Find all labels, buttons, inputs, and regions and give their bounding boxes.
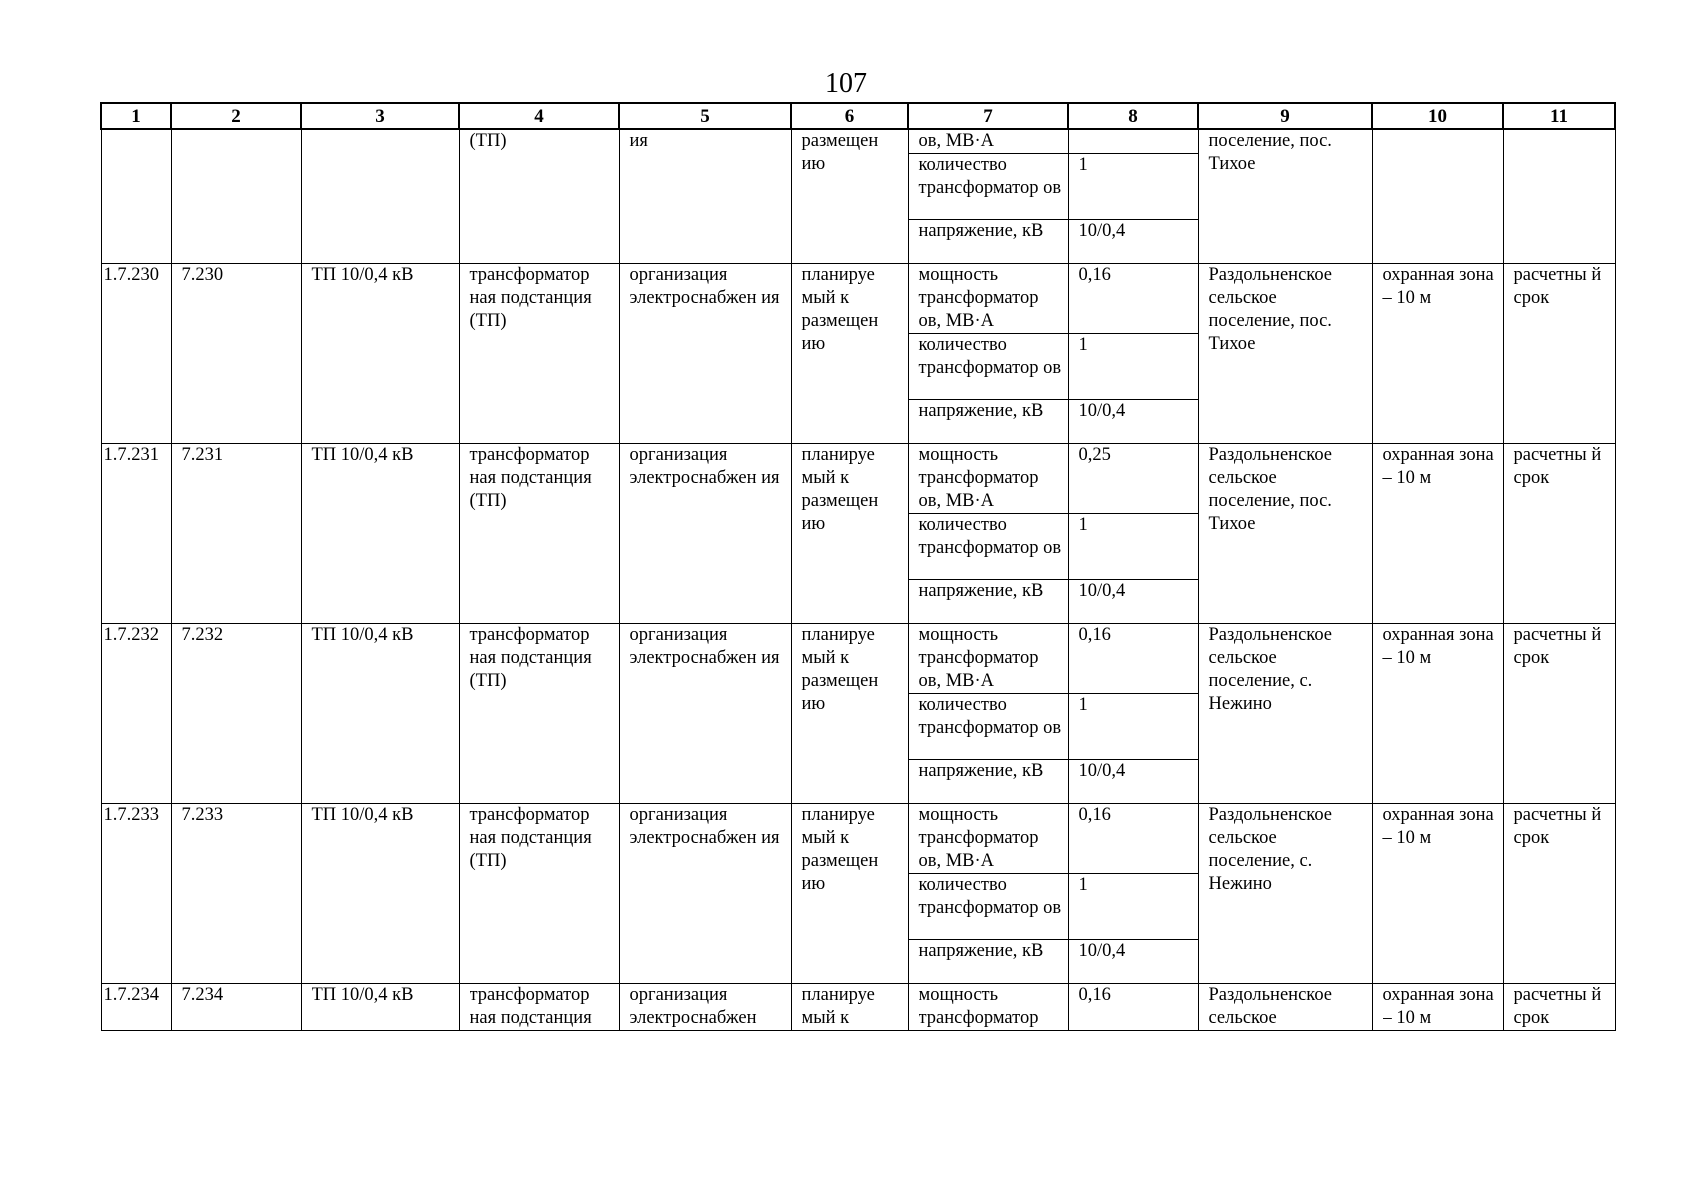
registry-table [100,102,1616,1031]
object-code: 7.232 [171,624,301,804]
column-number-row [101,103,1615,129]
column-number-2: 2 [171,103,301,129]
object-number [101,129,171,264]
object-deadline: расчетны й срок [1503,624,1615,804]
parameter-value [1068,984,1198,1031]
object-zone: охранная зона – 10 м [1372,624,1503,804]
column-number-7: 7 [908,103,1068,129]
object-deadline: расчетны й срок [1503,264,1615,444]
object-number [101,984,171,1031]
object-zone: охранная зона – 10 м [1372,804,1503,984]
object-location: Раздольненское сельское поселение, пос. Тихое [1198,444,1372,624]
object-code-text: 7.234 [181,985,224,1005]
object-deadline [1503,129,1615,264]
parameter-name: напряжение, кВ [908,220,1068,264]
object-type-text: трансформатор ная подстанция [469,985,592,1028]
object-type: трансформатор ная подстанция (ТП) [459,264,619,444]
object-status [791,984,908,1031]
object-number-text: 1.7.234 [103,985,159,1005]
column-number-3: 3 [301,103,459,129]
object-type: трансформатор ная подстанция (ТП) [459,444,619,624]
object-status: планируе мый к размещен ию [791,624,908,804]
object-name: ТП 10/0,4 кВ [301,804,459,984]
object-zone: охранная зона – 10 м [1372,264,1503,444]
object-zone [1372,129,1503,264]
object-name [301,129,459,264]
column-number-4: 4 [459,103,619,129]
object-purpose: организация электроснабжен ия [619,624,791,804]
object-number: 1.7.232 [101,624,171,804]
parameter-value: 10/0,4 [1068,400,1198,444]
object-status: планируе мый к размещен ию [791,444,908,624]
object-code: 7.233 [171,804,301,984]
table-row [101,984,1615,1031]
column-number-1: 1 [101,103,171,129]
parameter-name: количество трансформатор ов [908,874,1068,940]
object-type: трансформатор ная подстанция (ТП) [459,624,619,804]
parameter-value: 0,16 [1068,264,1198,334]
object-location: Раздольненское сельское поселение, с. Нежино [1198,624,1372,804]
object-name [301,984,459,1031]
parameter-name: напряжение, кВ [908,940,1068,984]
object-status-text: планируе мый к [801,985,875,1028]
parameter-name: мощность трансформатор ов, МВ·А [908,444,1068,514]
object-zone: охранная зона – 10 м [1372,444,1503,624]
object-deadline [1503,984,1615,1031]
parameter-value: 10/0,4 [1068,220,1198,264]
object-deadline: расчетны й срок [1503,804,1615,984]
object-code: 7.230 [171,264,301,444]
object-purpose: организация электроснабжен ия [619,444,791,624]
object-purpose: ия [619,129,791,264]
parameter-name: мощность трансформатор ов, МВ·А [908,804,1068,874]
parameter-name: количество трансформатор ов [908,334,1068,400]
parameter-name: мощность трансформатор ов, МВ·А [908,624,1068,694]
object-name: ТП 10/0,4 кВ [301,264,459,444]
page-number: 107 [825,68,867,99]
object-code: 7.231 [171,444,301,624]
parameter-name-text: мощность трансформатор [918,985,1039,1028]
table-row [101,264,1615,334]
parameter-value-text: 0,16 [1078,985,1111,1005]
column-number-8: 8 [1068,103,1198,129]
object-zone-text: охранная зона – 10 м [1382,985,1494,1028]
table-row [101,624,1615,694]
object-location-text: Раздольненское сельское [1208,985,1333,1028]
object-code [171,984,301,1031]
object-deadline: расчетны й срок [1503,444,1615,624]
object-name-text: ТП 10/0,4 кВ [311,985,414,1005]
column-number-11: 11 [1503,103,1615,129]
parameter-value: 10/0,4 [1068,940,1198,984]
object-type: трансформатор ная подстанция (ТП) [459,804,619,984]
parameter-name [908,984,1068,1031]
object-number: 1.7.233 [101,804,171,984]
column-number-6: 6 [791,103,908,129]
object-purpose-text: организация электроснабжен [629,985,757,1028]
parameter-value: 1 [1068,874,1198,940]
object-name: ТП 10/0,4 кВ [301,624,459,804]
object-type [459,984,619,1031]
parameter-name: ов, МВ·А [908,129,1068,154]
object-status: размещен ию [791,129,908,264]
table-body [101,129,1615,1031]
object-number: 1.7.231 [101,444,171,624]
parameter-name: количество трансформатор ов [908,694,1068,760]
parameter-name: напряжение, кВ [908,580,1068,624]
parameter-value: 1 [1068,334,1198,400]
parameter-value: 1 [1068,694,1198,760]
object-zone [1372,984,1503,1031]
table-row [101,129,1615,154]
object-location: Раздольненское сельское поселение, с. Нежино [1198,804,1372,984]
parameter-value: 0,25 [1068,444,1198,514]
parameter-name: мощность трансформатор ов, МВ·А [908,264,1068,334]
object-status: планируе мый к размещен ию [791,264,908,444]
object-location: поселение, пос. Тихое [1198,129,1372,264]
parameter-value: 1 [1068,154,1198,220]
object-purpose [619,984,791,1031]
object-location: Раздольненское сельское поселение, пос. Тихое [1198,264,1372,444]
parameter-name: напряжение, кВ [908,760,1068,804]
object-code [171,129,301,264]
parameter-name: напряжение, кВ [908,400,1068,444]
column-number-10: 10 [1372,103,1503,129]
column-number-9: 9 [1198,103,1372,129]
parameter-name: количество трансформатор ов [908,514,1068,580]
parameter-value [1068,129,1198,154]
parameter-value: 0,16 [1068,804,1198,874]
parameter-value: 10/0,4 [1068,580,1198,624]
parameter-value: 1 [1068,514,1198,580]
object-purpose: организация электроснабжен ия [619,264,791,444]
object-name: ТП 10/0,4 кВ [301,444,459,624]
parameter-value: 10/0,4 [1068,760,1198,804]
object-purpose: организация электроснабжен ия [619,804,791,984]
table-row [101,804,1615,874]
parameter-name: количество трансформатор ов [908,154,1068,220]
column-number-5: 5 [619,103,791,129]
object-deadline-text: расчетны й срок [1513,985,1602,1028]
object-location [1198,984,1372,1031]
object-status: планируе мый к размещен ию [791,804,908,984]
table-row [101,444,1615,514]
object-type: (ТП) [459,129,619,264]
parameter-value: 0,16 [1068,624,1198,694]
object-number: 1.7.230 [101,264,171,444]
